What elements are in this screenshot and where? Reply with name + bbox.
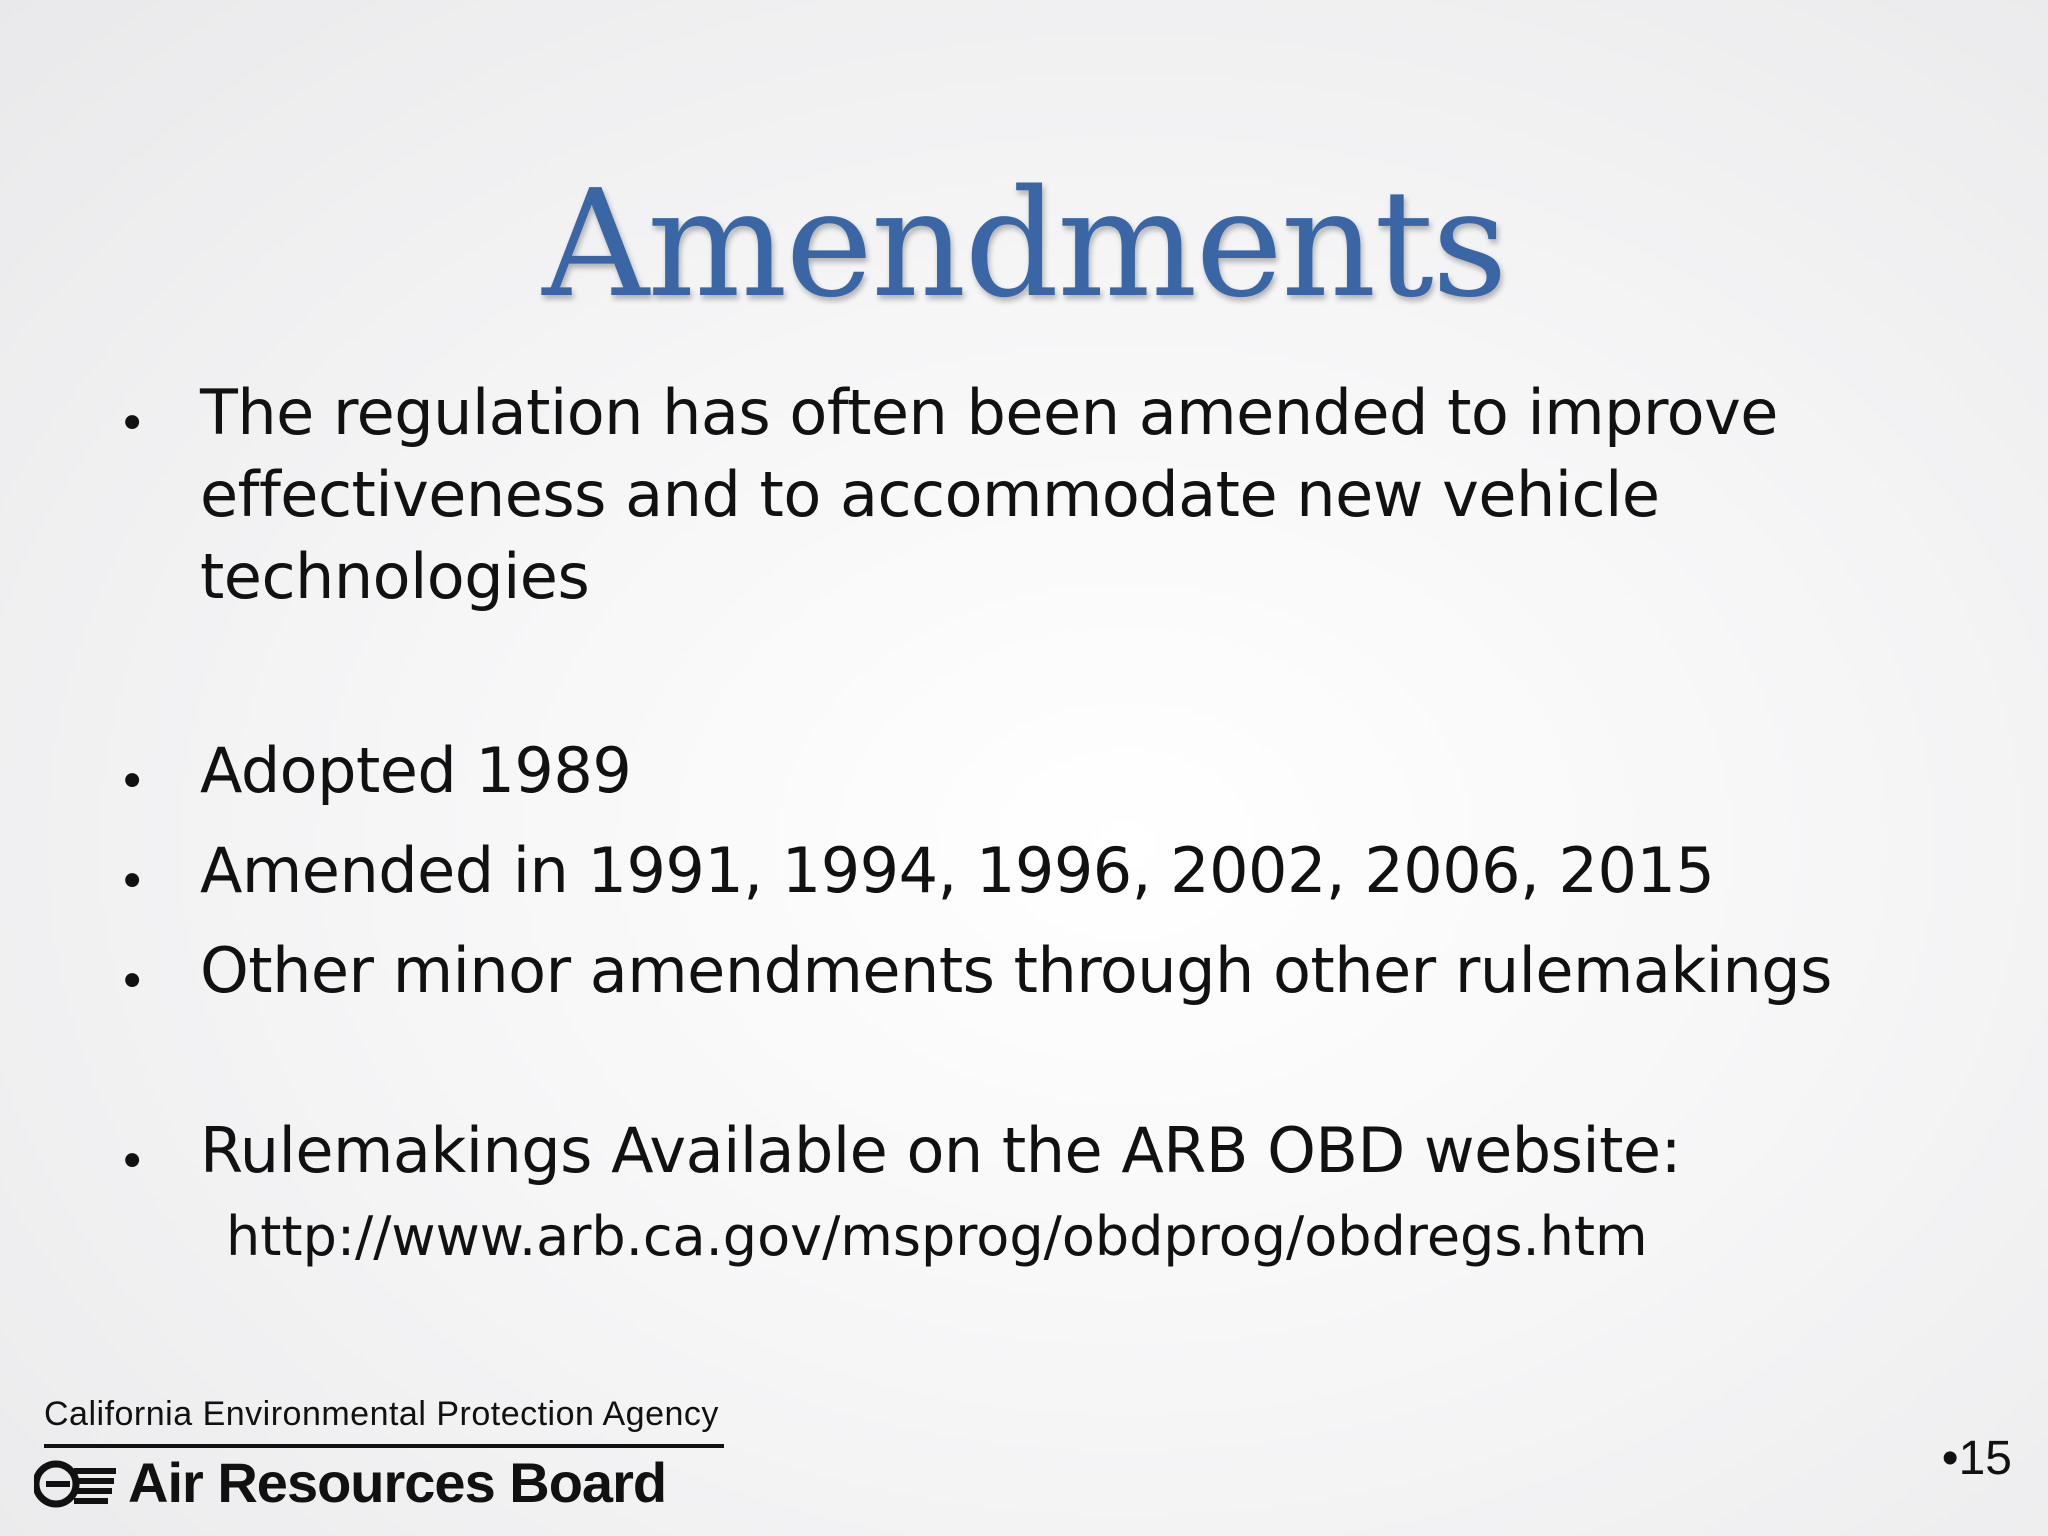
bullet-text: Amended in 1991, 1994, 1996, 2002, 2006, 2015 [200,834,1715,907]
bullet-dot: • [118,754,147,810]
bullet-dot: • [118,396,147,452]
agency-name: California Environmental Protection Agency [44,1395,719,1433]
obd-website-link[interactable]: http://www.arb.ca.gov/msprog/obdprog/obdregs.htm [226,1205,1648,1268]
board-name: Air Resources Board [128,1451,667,1514]
page-number: •15 [1941,1432,2012,1485]
bullet-text: Other minor amendments through other rulemakings [200,934,1832,1007]
logo-divider [44,1444,724,1448]
arb-logo-icon [34,1456,118,1512]
bullet-dot: • [118,954,147,1010]
bullet-text: The regulation has often been amended to improve effectiveness and to accommodate new vehicle technologies [200,376,1778,613]
slide-title: Amendments [542,158,1506,330]
bullet-text: Adopted 1989 [200,734,632,807]
arb-logo [34,1392,734,1522]
bullet-text: Rulemakings Available on the ARB OBD website: [200,1114,1681,1187]
bullet-dot: • [118,854,147,910]
bullet-dot: • [118,1134,147,1190]
